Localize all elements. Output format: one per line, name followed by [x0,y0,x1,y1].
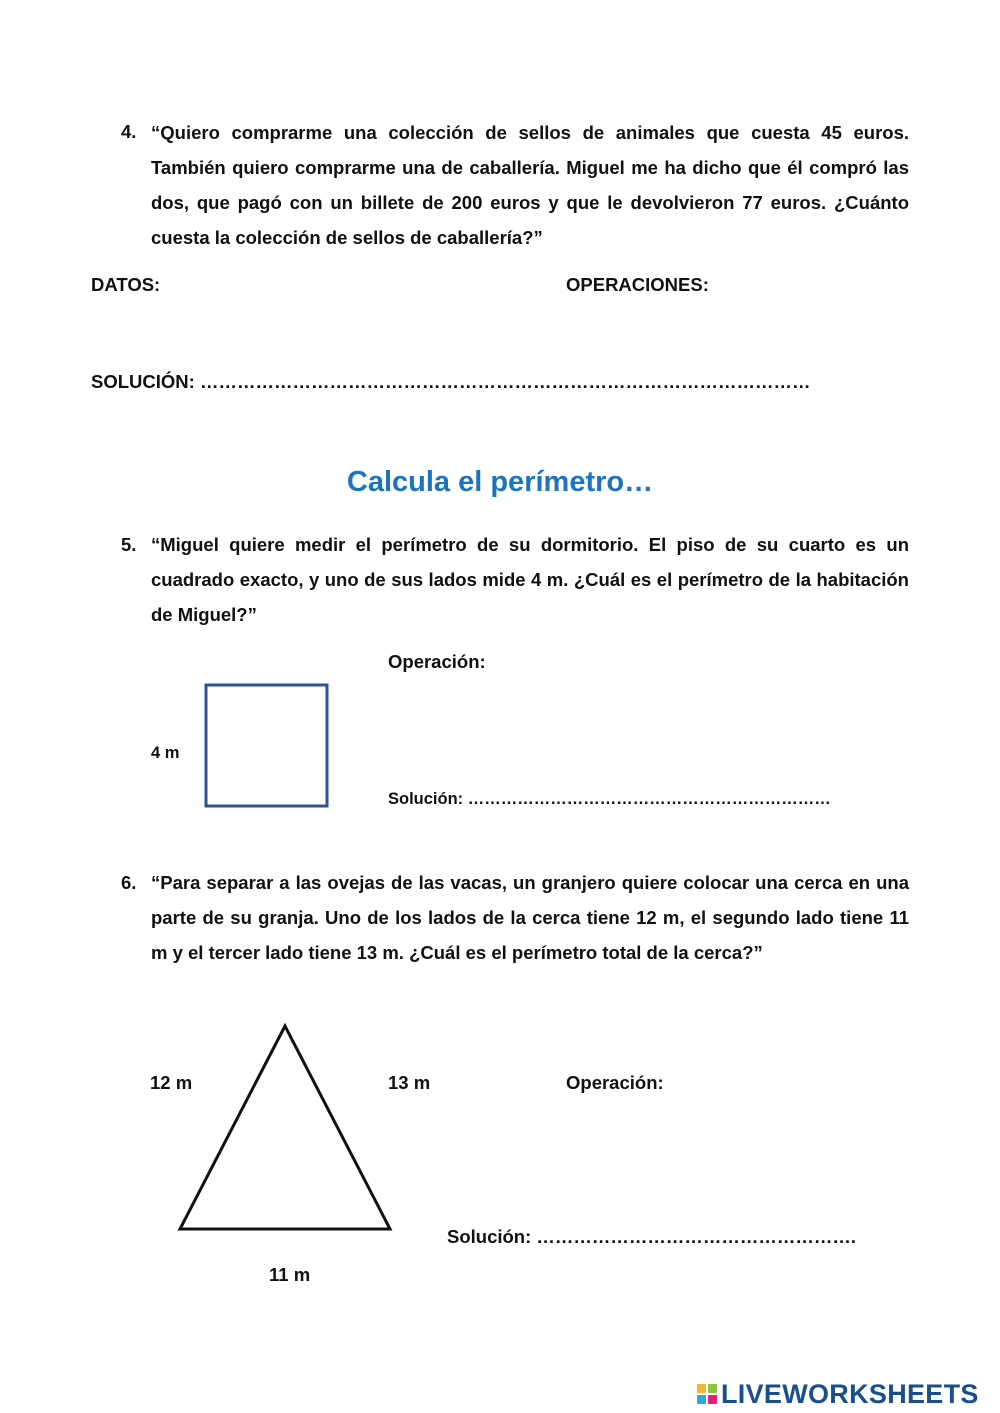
triangle-left-label: 12 m [150,1072,193,1093]
triangle-diagram [170,1015,400,1240]
operacion-label-5: Operación: [388,651,486,672]
logo-text: LIVEWORKSHEETS [721,1378,979,1409]
solucion-line-4: SOLUCIÓN: ……………………………………………………………………………………… [91,371,811,392]
square-shape [206,685,327,806]
triangle-right-label: 13 m [388,1072,431,1093]
section-title: Calcula el perímetro… [346,466,654,498]
triangle-bottom-label: 11 m [269,1264,311,1285]
problem-6-text: “Para separar a las ovejas de las vacas, un granjero quiere colocar una cerca en una parte de su granja. Uno de los lados de la cerca tiene 12 m, el segundo lado tiene 11 m y el tercer lado tiene 13 m. ¿Cuál es el perímetro total de la cerca?” [151,872,909,963]
datos-label: DATOS: [91,274,161,295]
square-diagram [200,680,334,812]
problem-6-number: 6. [121,872,137,893]
triangle-shape [180,1026,390,1229]
square-side-label: 4 m [151,744,180,762]
problem-5-text: “Miguel quiere medir el perímetro de su dormitorio. El piso de su cuarto es un cuadrado exacto, y uno de sus lados mide 4 m. ¿Cuál es el perímetro de la habitación de Miguel?” [151,534,909,625]
problem-4-text: “Quiero comprarme una colección de sellos de animales que cuesta 45 euros. También quiero comprarme una de caballería. Miguel me ha dicho que él compró las dos, que pagó con un billete de 200 euros y que le devolvieron 77 euros. ¿Cuánto cuesta la colección de sellos de caballería?” [151,122,909,248]
problem-4-number: 4. [121,121,137,142]
solucion-line-5: Solución: ………………………………………………………… [388,790,831,808]
solucion-line-6: Solución: ……………………………………………. [447,1226,857,1247]
logo-mark-icon [697,1384,717,1404]
problem-5-number: 5. [121,534,137,555]
operaciones-label: OPERACIONES: [566,274,709,295]
operacion-label-6: Operación: [566,1072,664,1093]
liveworksheets-logo [697,1377,979,1411]
